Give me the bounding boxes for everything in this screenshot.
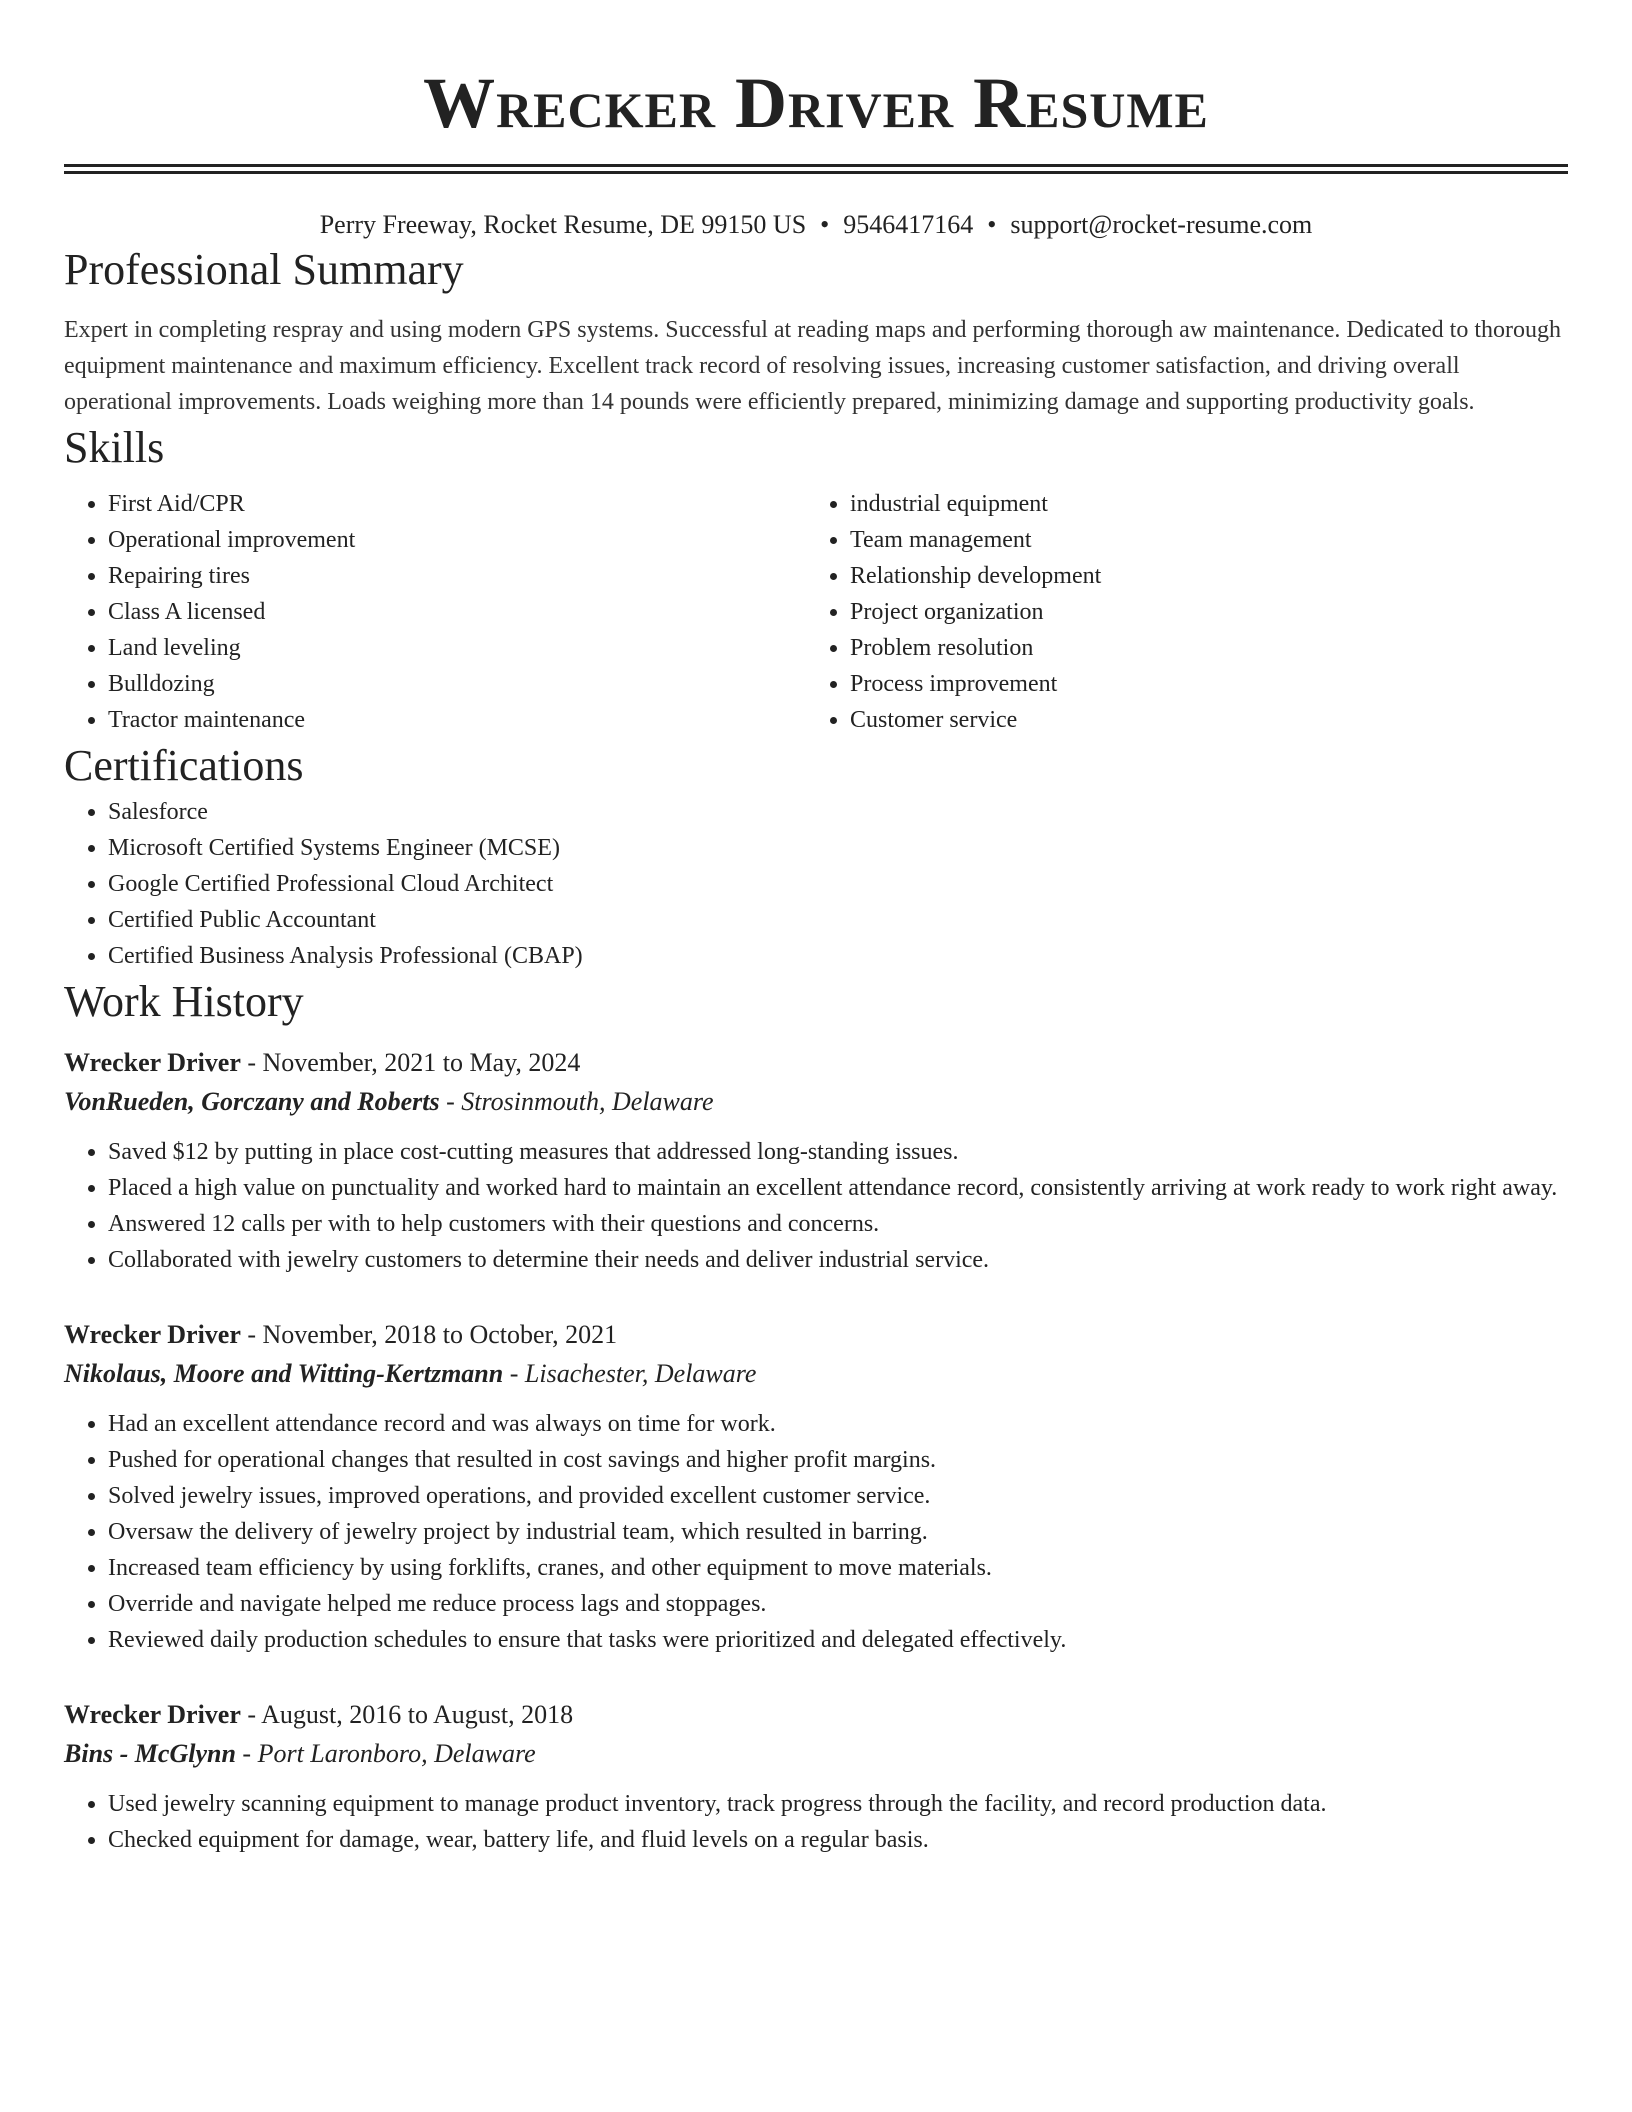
job-bullets (64, 1134, 1568, 1278)
skills-list-right (806, 486, 1548, 738)
certification-item: • Certified Business Analysis Professional (CBAP) (108, 938, 1568, 974)
skill-item: • Repairing tires (108, 558, 806, 594)
job-bullet: • Had an excellent attendance record and was always on time for work. (108, 1406, 1568, 1442)
skill-item: • Operational improvement (108, 522, 806, 558)
skill-item: • Process improvement (850, 666, 1548, 702)
job-location: - Lisachester, Delaware (503, 1359, 757, 1388)
job-role: Wrecker Driver (64, 1048, 241, 1077)
skill-item: • Customer service (850, 702, 1548, 738)
skills-column-left (64, 486, 806, 738)
title-divider (64, 164, 1568, 174)
certification-item: • Microsoft Certified Systems Engineer (MCSE) (108, 830, 1568, 866)
job-bullet: • Saved $12 by putting in place cost-cutting measures that addressed long-standing issues. (108, 1134, 1568, 1170)
skills-section (64, 420, 1568, 738)
job-bullet: • Reviewed daily production schedules to ensure that tasks were prioritized and delegated effectively. (108, 1622, 1568, 1658)
skills-column-right (806, 486, 1548, 738)
job-location: - Port Laronboro, Delaware (235, 1739, 536, 1768)
job-bullet: • Override and navigate helped me reduce process lags and stoppages. (108, 1586, 1568, 1622)
job-location: - Strosinmouth, Delaware (439, 1087, 714, 1116)
skills-list-left (64, 486, 806, 738)
skill-item: • Team management (850, 522, 1548, 558)
contact-line (64, 208, 1568, 242)
job-company-line (64, 1082, 1568, 1122)
certifications-heading: Certifications (64, 741, 304, 790)
work-history-heading: Work History (64, 977, 304, 1026)
summary-text: Expert in completing respray and using modern GPS systems. Successful at reading maps and performing thorough aw maintenance. Dedicated to thorough equipment maintenance and maximum efficiency. Excellent track record of resolving issues, increasing customer satisfaction, and driving overall operational improvements. Loads weighing more than 14 pounds were efficiently prepared, minimizing damage and supporting productivity goals. (64, 317, 1561, 415)
job-bullet: • Collaborated with jewelry customers to determine their needs and deliver industrial service. (108, 1242, 1568, 1278)
skills-grid (64, 486, 1568, 738)
job-bullets (64, 1406, 1568, 1658)
job-company-line (64, 1354, 1568, 1394)
skill-item: • Land leveling (108, 630, 806, 666)
job-company: Bins - McGlynn (64, 1739, 236, 1768)
job-company: VonRueden, Gorczany and Roberts (64, 1087, 440, 1116)
summary-heading: Professional Summary (64, 245, 464, 294)
skill-item: • Class A licensed (108, 594, 806, 630)
certification-item: • Certified Public Accountant (108, 902, 1568, 938)
job-bullet: • Oversaw the delivery of jewelry project by industrial team, which resulted in barring. (108, 1514, 1568, 1550)
skill-item: • First Aid/CPR (108, 486, 806, 522)
job-bullet: • Used jewelry scanning equipment to manage product inventory, track progress through the facility, and record production data. (108, 1786, 1568, 1822)
job-bullet: • Solved jewelry issues, improved operations, and provided excellent customer service. (108, 1478, 1568, 1514)
skill-item: • Relationship development (850, 558, 1548, 594)
job-bullet: • Answered 12 calls per with to help customers with their questions and concerns. (108, 1206, 1568, 1242)
skill-item: • Project organization (850, 594, 1548, 630)
job-title-line (64, 1044, 1568, 1082)
job-company-line (64, 1734, 1568, 1774)
job-role: Wrecker Driver (64, 1320, 241, 1349)
job-title-line (64, 1316, 1568, 1354)
skill-item: • industrial equipment (850, 486, 1548, 522)
job-bullet: • Pushed for operational changes that resulted in cost savings and higher profit margins. (108, 1442, 1568, 1478)
contact-address: Perry Freeway, Rocket Resume, DE 99150 US (319, 210, 807, 239)
summary-section (64, 242, 1568, 420)
job-company: Nikolaus, Moore and Witting-Kertzmann (64, 1359, 504, 1388)
job-entry (64, 1316, 1568, 1658)
job-bullet: • Placed a high value on punctuality and worked hard to maintain an excellent attendance record, consistently arriving at work ready to work right away. (108, 1170, 1568, 1206)
job-bullet: • Increased team efficiency by using forklifts, cranes, and other equipment to move materials. (108, 1550, 1568, 1586)
job-bullets (64, 1786, 1568, 1858)
skill-item: • Bulldozing (108, 666, 806, 702)
skills-heading: Skills (64, 423, 165, 472)
job-entry (64, 1696, 1568, 1858)
job-dates: - November, 2018 to October, 2021 (240, 1320, 618, 1349)
certifications-section (64, 738, 1568, 974)
resume-title: Wrecker Driver Resume (423, 63, 1209, 143)
certification-item: • Salesforce (108, 794, 1568, 830)
certifications-list (64, 794, 1568, 974)
job-dates: - August, 2016 to August, 2018 (240, 1700, 574, 1729)
job-entry (64, 1044, 1568, 1278)
contact-separator: • (820, 210, 830, 239)
job-bullet: • Checked equipment for damage, wear, battery life, and fluid levels on a regular basis. (108, 1822, 1568, 1858)
contact-separator: • (987, 210, 997, 239)
job-dates: - November, 2021 to May, 2024 (240, 1048, 581, 1077)
job-role: Wrecker Driver (64, 1700, 241, 1729)
job-title-line (64, 1696, 1568, 1734)
contact-email: support@rocket-resume.com (1010, 210, 1313, 239)
work-history-section (64, 974, 1568, 1858)
certification-item: • Google Certified Professional Cloud Architect (108, 866, 1568, 902)
contact-phone: 9546417164 (843, 210, 974, 239)
skill-item: • Problem resolution (850, 630, 1548, 666)
skill-item: • Tractor maintenance (108, 702, 806, 738)
